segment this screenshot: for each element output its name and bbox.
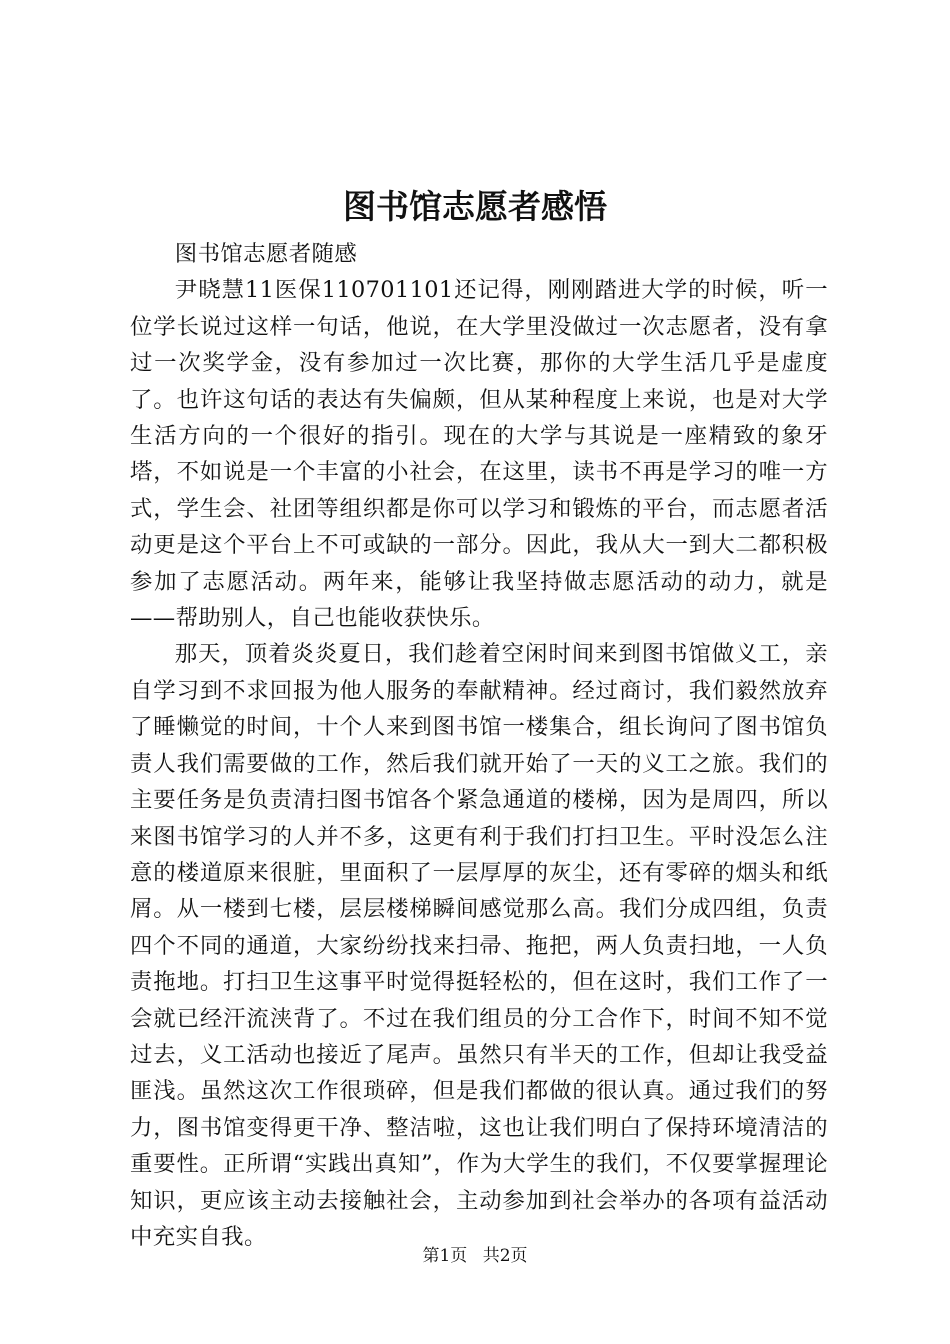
page-number: 第1页 <box>422 1246 468 1266</box>
page-title: 图书馆志愿者感悟 <box>343 187 607 226</box>
page-footer <box>0 1244 950 1268</box>
subtitle-paragraph: 图书馆志愿者随感 <box>174 241 358 267</box>
document-body <box>130 236 828 1255</box>
page-total: 共2页 <box>482 1246 528 1266</box>
body-paragraph: 那天，顶着炎炎夏日，我们趁着空闲时间来到图书馆做义工，亲自学习到不求回报为他人服务的奉献精神。经过商讨，我们毅然放弃了睡懒觉的时间，十个人来到图书馆一楼集合，组长询问了图书馆负责人我们需要做的工作，然后我们就开始了一天的义工之旅。我们的主要任务是负责清扫图书馆各个紧急通道的楼梯，因为是周四，所以来图书馆学习的人并不多，这更有利于我们打扫卫生。平时没怎么注意的楼道原来很脏，里面积了一层厚厚的灰尘，还有零碎的烟头和纸屑。从一楼到七楼，层层楼梯瞬间感觉那么高。我们分成四组，负责四个不同的通道，大家纷纷找来扫帚、拖把，两人负责扫地，一人负责拖地。打扫卫生这事平时觉得挺轻松的，但在这时，我们工作了一会就已经汗流浃背了。不过在我们组员的分工合作下，时间不知不觉过去，义工活动也接近了尾声。虽然只有半天的工作，但却让我受益匪浅。虽然这次工作很琐碎，但是我们都做的很认真。通过我们的努力，图书馆变得更干净、整洁啦，这也让我们明白了保持环境清洁的重要性。正所谓“实践出真知”，作为大学生的我们，不仅要掌握理论知识，更应该主动去接触社会，主动参加到社会举办的各项有益活动中充实自我。 <box>130 641 828 1250</box>
body-paragraph: 尹晓慧11医保110701101还记得，刚刚踏进大学的时候，听一位学长说过这样一句话，他说，在大学里没做过一次志愿者，没有拿过一次奖学金，没有参加过一次比赛，那你的大学生活几乎是虚度了。也许这句话的表达有失偏颇，但从某种程度上来说，也是对大学生活方向的一个很好的指引。现在的大学与其说是一座精致的象牙塔，不如说是一个丰富的小社会，在这里，读书不再是学习的唯一方式，学生会、社团等组织都是你可以学习和锻炼的平台，而志愿者活动更是这个平台上不可或缺的一部分。因此，我从大一到大二都积极参加了志愿活动。两年来，能够让我坚持做志愿活动的动力，就是——帮助别人，自己也能收获快乐。 <box>130 277 828 632</box>
